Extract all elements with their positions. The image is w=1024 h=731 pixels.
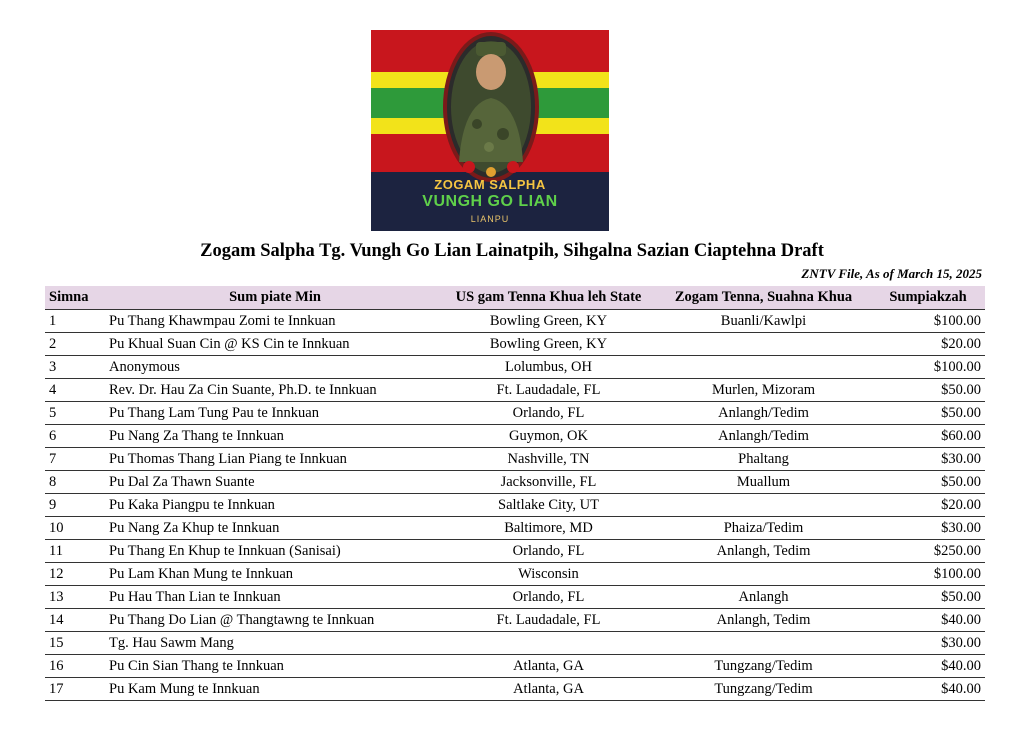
- poster-line-1: ZOGAM SALPHA: [434, 177, 546, 192]
- home-village: Muallum: [656, 471, 871, 494]
- table-row: [45, 425, 985, 448]
- amount: $40.00: [871, 655, 985, 678]
- table-row: [45, 540, 985, 563]
- col-header-us-location: US gam Tenna Khua leh State: [441, 286, 656, 310]
- home-village: Anlangh, Tedim: [656, 609, 871, 632]
- donor-name: Pu Kaka Piangpu te Innkuan: [107, 494, 441, 517]
- home-village: [656, 494, 871, 517]
- us-location: Lolumbus, OH: [441, 356, 656, 379]
- row-number: 16: [45, 655, 107, 678]
- donor-name: Pu Hau Than Lian te Innkuan: [107, 586, 441, 609]
- row-number: 4: [45, 379, 107, 402]
- col-header-home-village: Zogam Tenna, Suahna Khua: [656, 286, 871, 310]
- donor-name: Rev. Dr. Hau Za Cin Suante, Ph.D. te Innkuan: [107, 379, 441, 402]
- table-row: [45, 655, 985, 678]
- amount: $20.00: [871, 333, 985, 356]
- home-village: [656, 356, 871, 379]
- donor-name: Pu Cin Sian Thang te Innkuan: [107, 655, 441, 678]
- table-row: [45, 448, 985, 471]
- poster-line-3: LIANPU: [470, 214, 510, 224]
- us-location: Orlando, FL: [441, 586, 656, 609]
- table-row: [45, 471, 985, 494]
- donor-name: Pu Thang En Khup te Innkuan (Sanisai): [107, 540, 441, 563]
- us-location: Nashville, TN: [441, 448, 656, 471]
- table-row: [45, 310, 985, 333]
- home-village: Anlangh/Tedim: [656, 425, 871, 448]
- donor-name: Anonymous: [107, 356, 441, 379]
- us-location: Saltlake City, UT: [441, 494, 656, 517]
- row-number: 2: [45, 333, 107, 356]
- donor-name: Pu Nang Za Khup te Innkuan: [107, 517, 441, 540]
- us-location: Bowling Green, KY: [441, 333, 656, 356]
- us-location: Ft. Laudadale, FL: [441, 379, 656, 402]
- soldier-portrait-image: [443, 32, 539, 182]
- us-location: Orlando, FL: [441, 540, 656, 563]
- table-row: [45, 563, 985, 586]
- us-location: Bowling Green, KY: [441, 310, 656, 333]
- donor-name: Pu Nang Za Thang te Innkuan: [107, 425, 441, 448]
- amount: $30.00: [871, 517, 985, 540]
- row-number: 13: [45, 586, 107, 609]
- row-number: 1: [45, 310, 107, 333]
- table-row: [45, 379, 985, 402]
- row-number: 17: [45, 678, 107, 701]
- home-village: Phaiza/Tedim: [656, 517, 871, 540]
- row-number: 14: [45, 609, 107, 632]
- amount: $30.00: [871, 448, 985, 471]
- amount: $60.00: [871, 425, 985, 448]
- us-location: Wisconsin: [441, 563, 656, 586]
- donor-name: Pu Thang Lam Tung Pau te Innkuan: [107, 402, 441, 425]
- row-number: 12: [45, 563, 107, 586]
- us-location: Guymon, OK: [441, 425, 656, 448]
- amount: $40.00: [871, 609, 985, 632]
- amount: $100.00: [871, 563, 985, 586]
- donor-name: Pu Thang Do Lian @ Thangtawng te Innkuan: [107, 609, 441, 632]
- us-location: Baltimore, MD: [441, 517, 656, 540]
- amount: $50.00: [871, 471, 985, 494]
- home-village: [656, 333, 871, 356]
- home-village: Anlangh/Tedim: [656, 402, 871, 425]
- document-title: Zogam Salpha Tg. Vungh Go Lian Lainatpih, Sihgalna Sazian Ciaptehna Draft: [200, 241, 824, 261]
- donor-name: Pu Kam Mung te Innkuan: [107, 678, 441, 701]
- document-subtitle: ZNTV File, As of March 15, 2025: [801, 266, 982, 281]
- amount: $100.00: [871, 310, 985, 333]
- table-row: [45, 678, 985, 701]
- home-village: [656, 632, 871, 655]
- table-header-row: [45, 286, 985, 310]
- amount: $40.00: [871, 678, 985, 701]
- col-header-donor: Sum piate Min: [107, 286, 441, 310]
- donor-name: Tg. Hau Sawm Mang: [107, 632, 441, 655]
- amount: $50.00: [871, 402, 985, 425]
- home-village: Anlangh: [656, 586, 871, 609]
- table-row: [45, 517, 985, 540]
- row-number: 8: [45, 471, 107, 494]
- us-location: Jacksonville, FL: [441, 471, 656, 494]
- table-row: [45, 586, 985, 609]
- table-body: [45, 310, 985, 701]
- us-location: Ft. Laudadale, FL: [441, 609, 656, 632]
- memorial-poster: [371, 30, 609, 231]
- table-row: [45, 609, 985, 632]
- amount: $20.00: [871, 494, 985, 517]
- poster-line-2: VUNGH GO LIAN: [422, 193, 558, 210]
- donation-table: [45, 286, 985, 701]
- row-number: 10: [45, 517, 107, 540]
- us-location: Atlanta, GA: [441, 678, 656, 701]
- table-row: [45, 402, 985, 425]
- row-number: 7: [45, 448, 107, 471]
- donor-name: Pu Thang Khawmpau Zomi te Innkuan: [107, 310, 441, 333]
- table-row: [45, 356, 985, 379]
- home-village: Tungzang/Tedim: [656, 655, 871, 678]
- home-village: Phaltang: [656, 448, 871, 471]
- home-village: Buanli/Kawlpi: [656, 310, 871, 333]
- home-village: Tungzang/Tedim: [656, 678, 871, 701]
- home-village: [656, 563, 871, 586]
- table-row: [45, 494, 985, 517]
- home-village: Murlen, Mizoram: [656, 379, 871, 402]
- donor-name: Pu Lam Khan Mung te Innkuan: [107, 563, 441, 586]
- amount: $30.00: [871, 632, 985, 655]
- donor-name: Pu Thomas Thang Lian Piang te Innkuan: [107, 448, 441, 471]
- amount: $50.00: [871, 379, 985, 402]
- us-location: Orlando, FL: [441, 402, 656, 425]
- us-location: Atlanta, GA: [441, 655, 656, 678]
- row-number: 6: [45, 425, 107, 448]
- table-row: [45, 632, 985, 655]
- row-number: 9: [45, 494, 107, 517]
- us-location: [441, 632, 656, 655]
- row-number: 3: [45, 356, 107, 379]
- amount: $50.00: [871, 586, 985, 609]
- row-number: 11: [45, 540, 107, 563]
- row-number: 15: [45, 632, 107, 655]
- donor-name: Pu Dal Za Thawn Suante: [107, 471, 441, 494]
- amount: $250.00: [871, 540, 985, 563]
- amount: $100.00: [871, 356, 985, 379]
- donor-name: Pu Khual Suan Cin @ KS Cin te Innkuan: [107, 333, 441, 356]
- col-header-number: Simna: [45, 286, 107, 310]
- row-number: 5: [45, 402, 107, 425]
- table-row: [45, 333, 985, 356]
- home-village: Anlangh, Tedim: [656, 540, 871, 563]
- col-header-amount: Sumpiakzah: [871, 286, 985, 310]
